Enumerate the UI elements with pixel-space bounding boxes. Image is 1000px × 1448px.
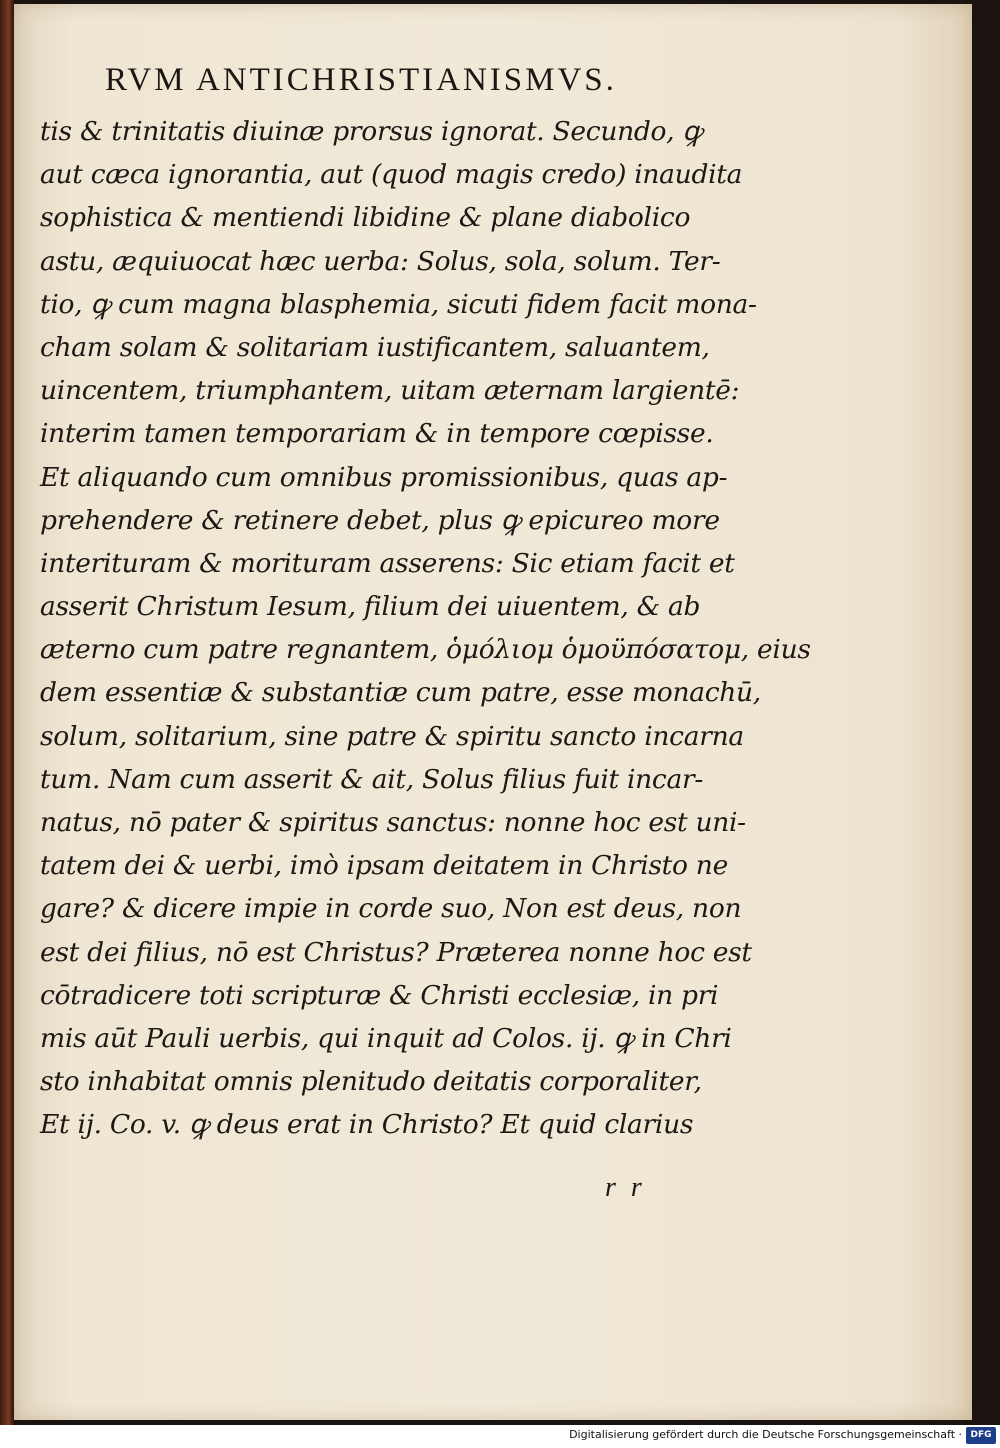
signature-mark: r r	[605, 1172, 646, 1203]
text-line: astu, æquiuocat hæc uerba: Solus, sola, solum. Ter-	[40, 245, 721, 277]
text-line: est dei filius, nō est Christus? Præterea nonne hoc est	[40, 936, 752, 968]
text-line: natus, nō pater & spiritus sanctus: nonne hoc est uni-	[40, 807, 746, 838]
text-line: tio, ꝙ cum magna blasphemia, sicuti fidem facit mona-	[40, 288, 757, 320]
text-line: Et ij. Co. v. ꝙ deus erat in Christo? Et quid clarius	[40, 1109, 694, 1141]
text-line: tum. Nam cum asserit & ait, Solus filius fuit incar-	[40, 763, 703, 795]
text-line: interituram & morituram asserens: Sic etiam facit et	[40, 547, 735, 579]
text-line: asserit Christum Iesum, filium dei uiuentem, & ab	[40, 591, 701, 623]
text-line: sophistica & mentiendi libidine & plane diabolico	[40, 202, 691, 234]
text-line: prehendere & retinere debet, plus ꝙ epicureo more	[40, 504, 720, 536]
footer-bar	[0, 1425, 1000, 1448]
text-line: dem essentiæ & substantiæ cum patre, esse monachū,	[40, 677, 761, 709]
text-line: æterno cum patre regnantem, ὁμόλιομ ὁμοϋπόσατομ, eius	[40, 634, 811, 666]
text-line: aut cæca ignorantia, aut (quod magis credo) inaudita	[40, 159, 743, 191]
text-block	[40, 110, 811, 1147]
text-line: solum, solitarium, sine patre & spiritu sancto incarna	[40, 720, 744, 752]
text-line: mis aūt Pauli uerbis, qui inquit ad Colos. ij. ꝙ in Chri	[40, 1022, 732, 1054]
dfg-logo: DFG	[966, 1427, 996, 1444]
text-line: interim tamen temporariam & in tempore cœpisse.	[40, 418, 714, 450]
running-head: RVM ANTICHRISTIANISMVS.	[105, 62, 617, 98]
text-line: Et aliquando cum omnibus promissionibus, quas ap-	[40, 461, 728, 493]
text-line: cham solam & solitariam iustificantem, saluantem,	[40, 331, 710, 363]
book-binding-edge	[0, 0, 14, 1425]
text-line: uincentem, triumphantem, uitam æternam largientē:	[40, 375, 740, 407]
text-line: gare? & dicere impie in corde suo, Non est deus, non	[40, 893, 742, 925]
text-line: tis & trinitatis diuinæ prorsus ignorat. Secundo, ꝙ	[40, 116, 703, 147]
text-line: cōtradicere toti scripturæ & Christi ecclesiæ, in pri	[40, 979, 719, 1011]
footer-credit: Digitalisierung gefördert durch die Deutsche Forschungsgemeinschaft ·	[569, 1428, 962, 1441]
text-line: sto inhabitat omnis plenitudo deitatis corporaliter,	[40, 1066, 702, 1098]
text-line: tatem dei & uerbi, imò ipsam deitatem in Christo ne	[40, 850, 728, 882]
